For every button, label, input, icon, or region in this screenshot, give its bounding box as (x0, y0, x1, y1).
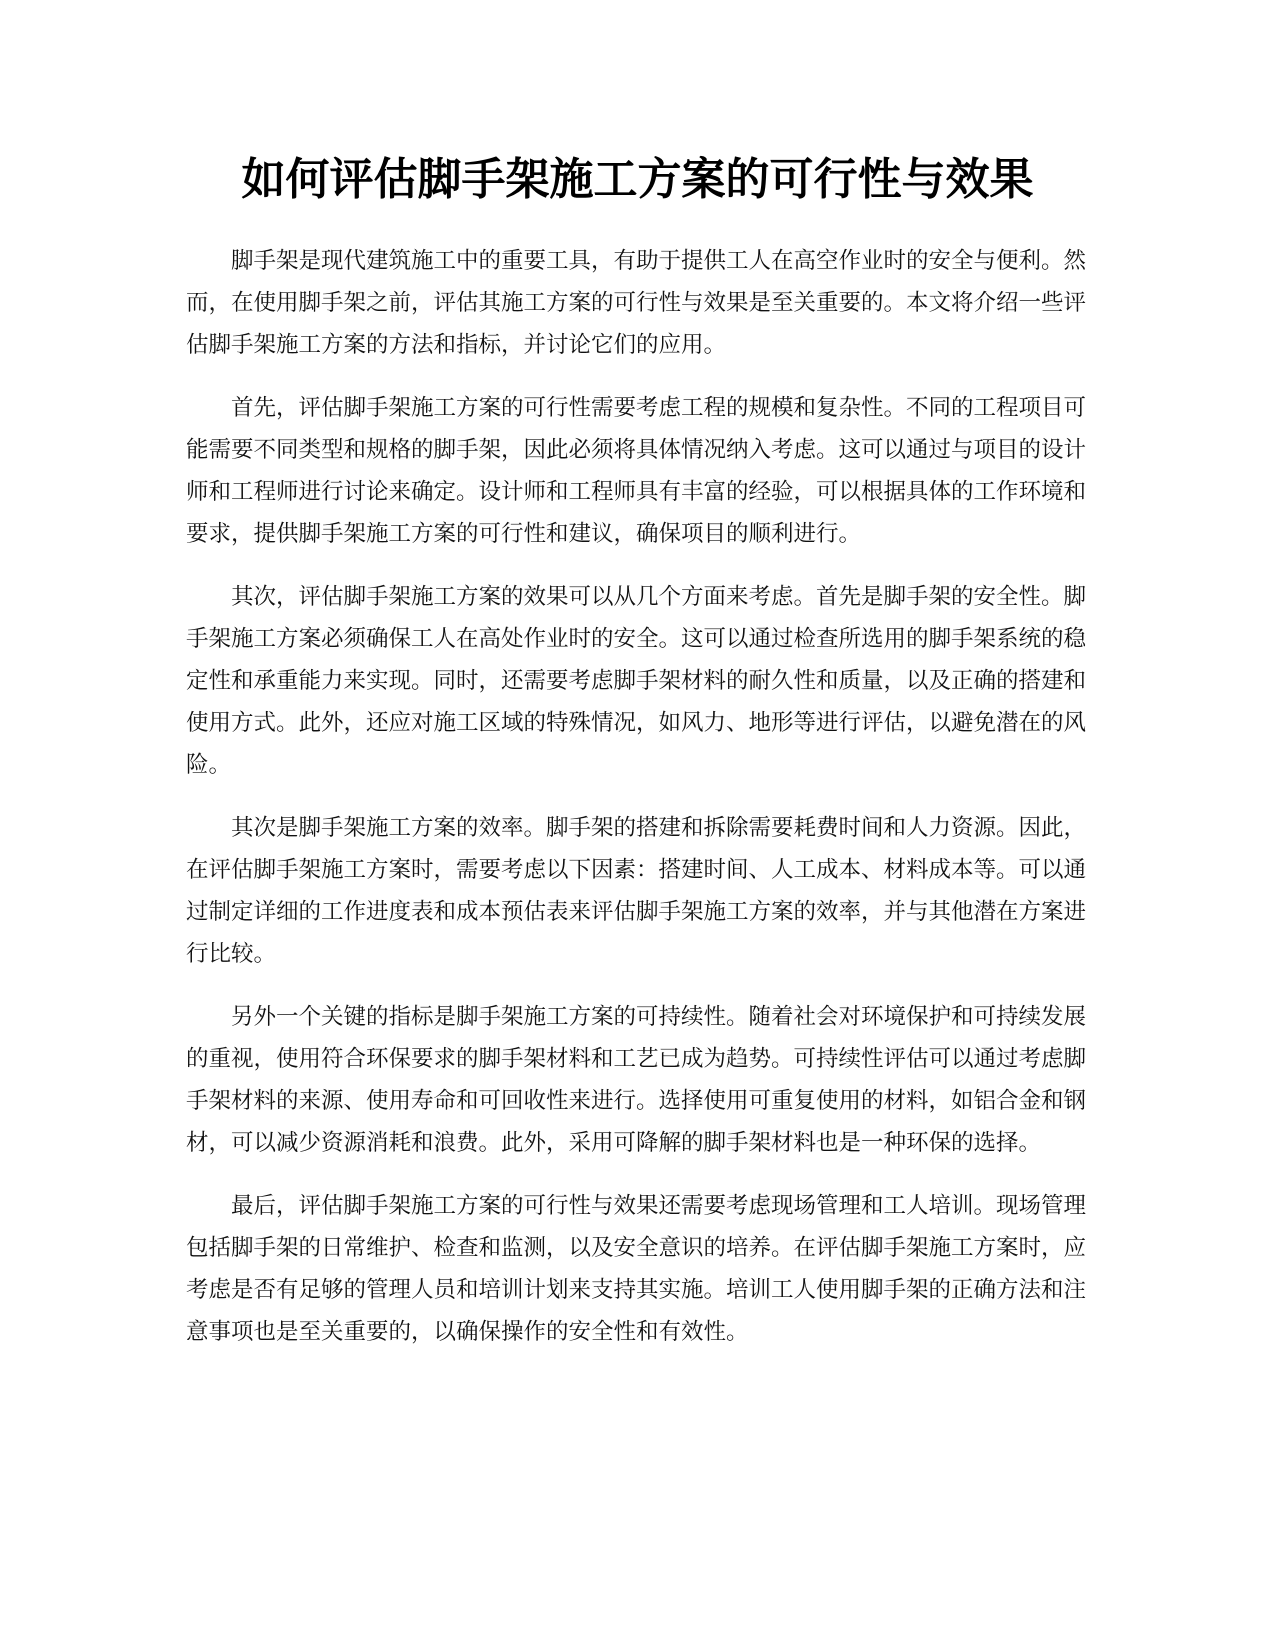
paragraph-safety: 其次，评估脚手架施工方案的效果可以从几个方面来考虑。首先是脚手架的安全性。脚手架施工方案必须确保工人在高处作业时的安全。这可以通过检查所选用的脚手架系统的稳定性和承重能力来实现。同时，还需要考虑脚手架材料的耐久性和质量，以及正确的搭建和使用方式。此外，还应对施工区域的特殊情况，如风力、地形等进行评估，以避免潜在的风险。 (186, 584, 1087, 778)
paragraph-sustainability: 另外一个关键的指标是脚手架施工方案的可持续性。随着社会对环境保护和可持续发展的重视，使用符合环保要求的脚手架材料和工艺已成为趋势。可持续性评估可以通过考虑脚手架材料的来源、使用寿命和可回收性来进行。选择使用可重复使用的材料，如铝合金和钢材，可以减少资源消耗和浪费。此外，采用可降解的脚手架材料也是一种环保的选择。 (186, 1004, 1087, 1156)
paragraph-intro: 脚手架是现代建筑施工中的重要工具，有助于提供工人在高空作业时的安全与便利。然而，在使用脚手架之前，评估其施工方案的可行性与效果是至关重要的。本文将介绍一些评估脚手架施工方案的方法和指标，并讨论它们的应用。 (186, 248, 1087, 358)
paragraph-management: 最后，评估脚手架施工方案的可行性与效果还需要考虑现场管理和工人培训。现场管理包括脚手架的日常维护、检查和监测，以及安全意识的培养。在评估脚手架施工方案时，应考虑是否有足够的管理人员和培训计划来支持其实施。培训工人使用脚手架的正确方法和注意事项也是至关重要的，以确保操作的安全性和有效性。 (186, 1193, 1087, 1345)
paragraph-feasibility: 首先，评估脚手架施工方案的可行性需要考虑工程的规模和复杂性。不同的工程项目可能需要不同类型和规格的脚手架，因此必须将具体情况纳入考虑。这可以通过与项目的设计师和工程师进行讨论来确定。设计师和工程师具有丰富的经验，可以根据具体的工作环境和要求，提供脚手架施工方案的可行性和建议，确保项目的顺利进行。 (186, 395, 1087, 547)
document-title: 如何评估脚手架施工方案的可行性与效果 (241, 154, 1034, 205)
paragraph-efficiency: 其次是脚手架施工方案的效率。脚手架的搭建和拆除需要耗费时间和人力资源。因此，在评估脚手架施工方案时，需要考虑以下因素：搭建时间、人工成本、材料成本等。可以通过制定详细的工作进度表和成本预估表来评估脚手架施工方案的效率，并与其他潜在方案进行比较。 (186, 815, 1087, 967)
document-body (186, 240, 1086, 1374)
